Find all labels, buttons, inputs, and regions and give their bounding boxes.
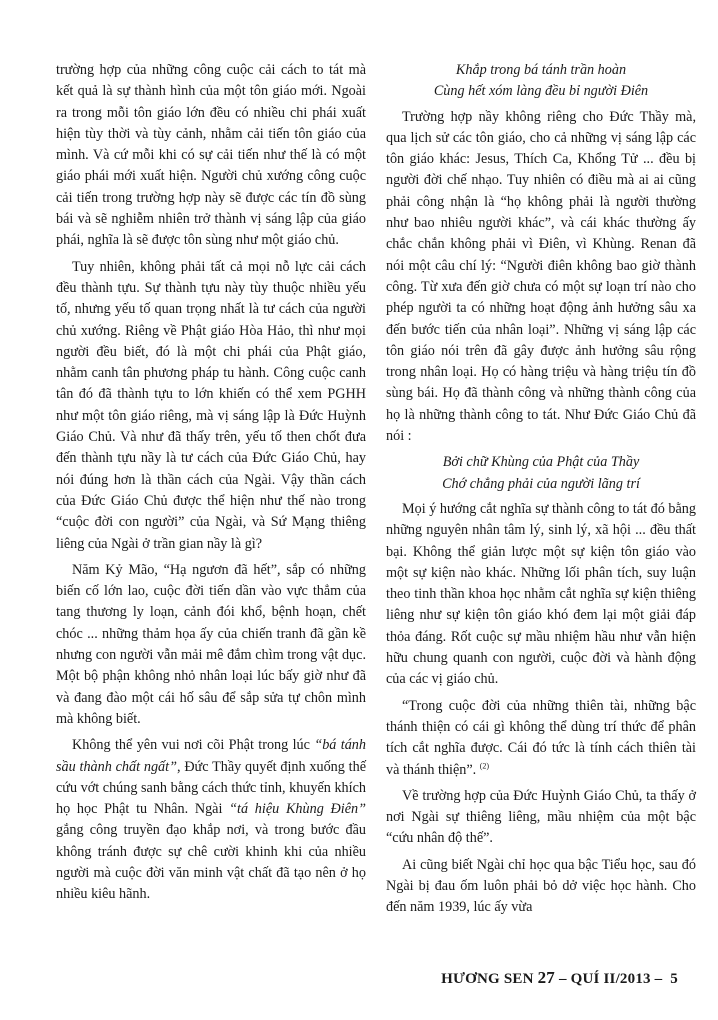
verse-quote	[386, 60, 696, 103]
paragraph: Về trường hợp của Đức Huỳnh Giáo Chủ, ta thấy ở nơi Ngài sự thiêng liêng, mầu nhiệm của một bậc “cứu nhân độ thế”.	[386, 787, 696, 847]
quote-inline: “bá tánh sầu thành chất ngất”	[56, 737, 366, 775]
page-number: 5	[670, 971, 678, 987]
paragraph: trường hợp của những công cuộc cải cách to tát mà kết quả là sự thành hình của một tôn giáo mới. Ngoài ra trong mỗi tôn giáo lớn đều có nhiều chi phái xuất hiện tùy thời và tùy cảnh, nhằm cải tiến tôn giáo của mình. Và cứ mỗi khi có sự cải tiến như thế là có một giáo phái mới xuất hiện. Người chủ xướng công cuộc cải tiến trong trường hợp này sẽ được các tín đồ sùng bái và sẽ nghiễm nhiên trở thành vị sáng lập của giáo phái, nghĩa là sẽ được tôn sùng như một giáo chủ.	[56, 62, 366, 249]
paragraph: Tuy nhiên, không phải tất cả mọi nỗ lực cải cách đều thành tựu. Sự thành tựu này tùy thuộc nhiều yếu tố, nhưng yếu tố quan trọng nhất là tư cách của người chủ xướng. Riêng về Phật giáo Hòa Hảo, thì như mọi người đều biết, đó là một chi phái của Phật giáo, nhằm canh tân phương pháp tu hành. Công cuộc canh tân đó đã thành tựu to lớn khiến có thể xem PGHH như một tôn giáo riêng, mà vị sáng lập là Đức Huỳnh Giáo Chủ. Và như đã thấy trên, yếu tố then chốt đưa đến thành tựu nầy là tư cách của Đức Giáo Chủ, hay nói đúng hơn là thần cách của Ngài. Vậy thần cách của Đức Giáo Chủ được thể hiện như thế nào trong “cuộc đời con người” của Ngài, và Sứ Mạng thiêng liêng của Ngài ở trần gian nầy là gì?	[56, 258, 366, 552]
verse-line: Bởi chữ Khùng của Phật của Thầy	[442, 454, 640, 471]
quote-inline: “tá hiệu Khùng Điên”	[229, 801, 366, 818]
page-footer	[402, 968, 678, 988]
paragraph: Trường hợp nầy không riêng cho Đức Thầy mà, qua lịch sử các tôn giáo, cho cả những vị sáng lập các tôn giáo khác: Jesus, Thích Ca, Khổng Tử ... đều bị người đời chế nhạo. Tuy nhiên có điều mà ai ai cũng phải công nhận là “họ không phải là người thường như bao nhiêu người khác”, và cái khác thường ấy chắc chắn không phải vì Điên, vì Khùng. Renan đã nói một câu chí lý: “Người điên không bao giờ thành công. Từ xưa đến giờ chưa có một sự loạn trí nào cho phép người ta có những hoạt động ảnh hưởng sâu xa đến bước tiến của nhân loại”. Những vị sáng lập các tôn giáo nói trên đã gây được ảnh hưởng sâu rộng trong nhân loại. Họ có hàng triệu và hàng triệu tín đồ sùng bái. Họ đã thành công và những thành công của họ là những thành công to tát. Như Đức Giáo Chủ đã nói :	[386, 108, 696, 445]
verse-line: Khắp trong bá tánh trần hoàn	[455, 62, 627, 78]
paragraph-text: , Đức Thầy quyết định xuống thế cứu vớt chúng sanh bằng cách thức tỉnh, khuyến khích họ học Phật tu Nhân. Ngài	[56, 758, 366, 818]
left-column	[56, 60, 366, 911]
verse-line: Chớ chẳng phải của người lãng trí	[442, 475, 640, 492]
paragraph: Ai cũng biết Ngài chỉ học qua bậc Tiểu học, sau đó Ngài bị đau ốm luôn phải bỏ dở việc học hành. Cho đến năm 1939, lúc ấy vừa	[386, 856, 696, 916]
issue-number: 27	[537, 968, 555, 987]
paragraph-text: gắng công truyền đạo khắp nơi, và trong bước đầu không tránh được sự chê cười khinh khi của nhiều người mà cuộc đời văn minh vật chất đã tạo nên ở họ nhiều kiêu hãnh.	[56, 822, 366, 903]
verse-line: Cùng hết xóm làng đều bỉ người Điên	[433, 83, 649, 100]
paragraph-text: Không thể yên vui nơi cõi Phật trong lúc	[72, 737, 315, 754]
paragraph: Năm Kỷ Mão, “Hạ ngươn đã hết”, sắp có những biến cố lớn lao, cuộc đời tiến dần vào vực thẳm của tang thương ly loạn, cảnh đói khổ, bệnh hoạn, chết chóc ... những thảm họa ấy của chiến tranh đã gần kề nhưng con người vẫn mải mê đắm chìm trong vật dục. Một bộ phận không nhỏ nhân loại lúc bấy giờ như đã và đang đào một cái hố sâu để sắp sửa tự chôn mình mà không biết.	[56, 561, 366, 727]
paragraph-text: “Trong cuộc đời của những thiên tài, những bậc thánh thiện có cái gì không thể dùng trí thức để phân tích cắt nghĩa được. Cái đó tức là tính cách thiên tài và thánh thiện”.	[386, 697, 696, 778]
magazine-name: HƯƠNG SEN	[441, 971, 534, 987]
footnote-ref: (2)	[479, 760, 490, 770]
issue-period: – QUÍ II/2013 –	[558, 971, 663, 987]
paragraph: Mọi ý hướng cắt nghĩa sự thành công to tát đó bằng những nguyên nhân tâm lý, sinh lý, xã hội ... đều thất bại. Không thể giản lược một sự kiện tôn giáo vào một sự kiện nào khác. Những lối phân tích, suy luận theo tinh thần khoa học nhằm cắt nghĩa sự kiện thiêng liêng như sự kiện tôn giáo khó đem lại một giải đáp thỏa đáng. Rốt cuộc sự mầu nhiệm hầu như vẫn hiện hữu chung quanh con người, cuộc đời và hành động của các vị giáo chủ.	[386, 500, 696, 688]
verse-quote	[386, 452, 696, 495]
paragraph	[386, 696, 696, 781]
paragraph	[56, 735, 366, 905]
right-column	[386, 60, 696, 924]
